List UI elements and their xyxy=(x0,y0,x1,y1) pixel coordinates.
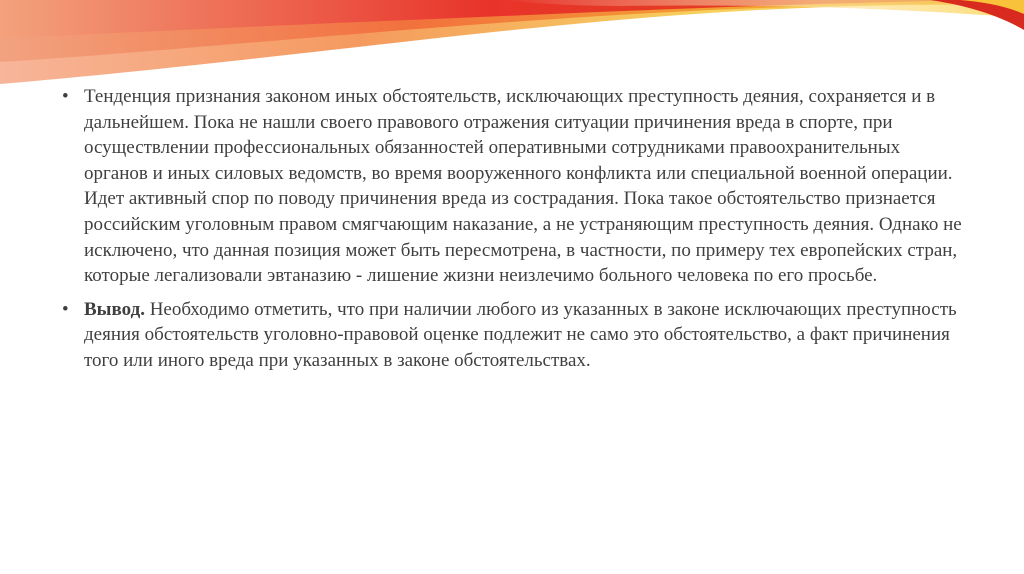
swoosh-band-red xyxy=(0,0,980,38)
bullet-marker: • xyxy=(62,86,69,107)
slide-body xyxy=(62,84,962,382)
bullet-text: Необходимо отметить, что при наличии любого из указанных в законе исключающих преступность деяния обстоятельств уголовно-правовой оценке подлежит не само это обстоятельство, а факт причинения того или иного вреда при указанных в законе обстоятельствах. xyxy=(84,298,957,371)
bullet-item-conclusion xyxy=(62,297,962,374)
bullet-item-trend xyxy=(62,84,962,289)
bullet-marker: • xyxy=(62,298,69,320)
swoosh-corner-yellow xyxy=(960,0,1024,14)
swoosh-band-light xyxy=(0,0,1024,84)
bullet-text: Тенденция признания законом иных обстоятельств, исключающих преступность деяния, сохраняется и в дальнейшем. Пока не нашли своего правового отражения ситуации причинения вреда в спорте, при осуществлении профессиональных обязанностей оперативными сотрудниками правоохранительных органов и иных силовых ведомств, во время вооруженного конфликта или специальной военной операции. Идет активный спор по поводу причинения вреда из сострадания. Пока такое обстоятельство признается российским уголовным правом смягчающим наказание, а не устраняющим преступность деяния. Однако не исключено, что данная позиция может быть пересмотрена, в частности, по примеру тех европейских стран, которые легализовали эвтаназию - лишение жизни неизлечимо больного человека по его просьбе. xyxy=(84,86,962,287)
bullet-bold-lead: Вывод. xyxy=(84,298,145,320)
swoosh-band-highlight xyxy=(500,0,1024,18)
swoosh-corner-red xyxy=(930,0,1024,30)
swoosh-band-orange xyxy=(0,0,1024,62)
